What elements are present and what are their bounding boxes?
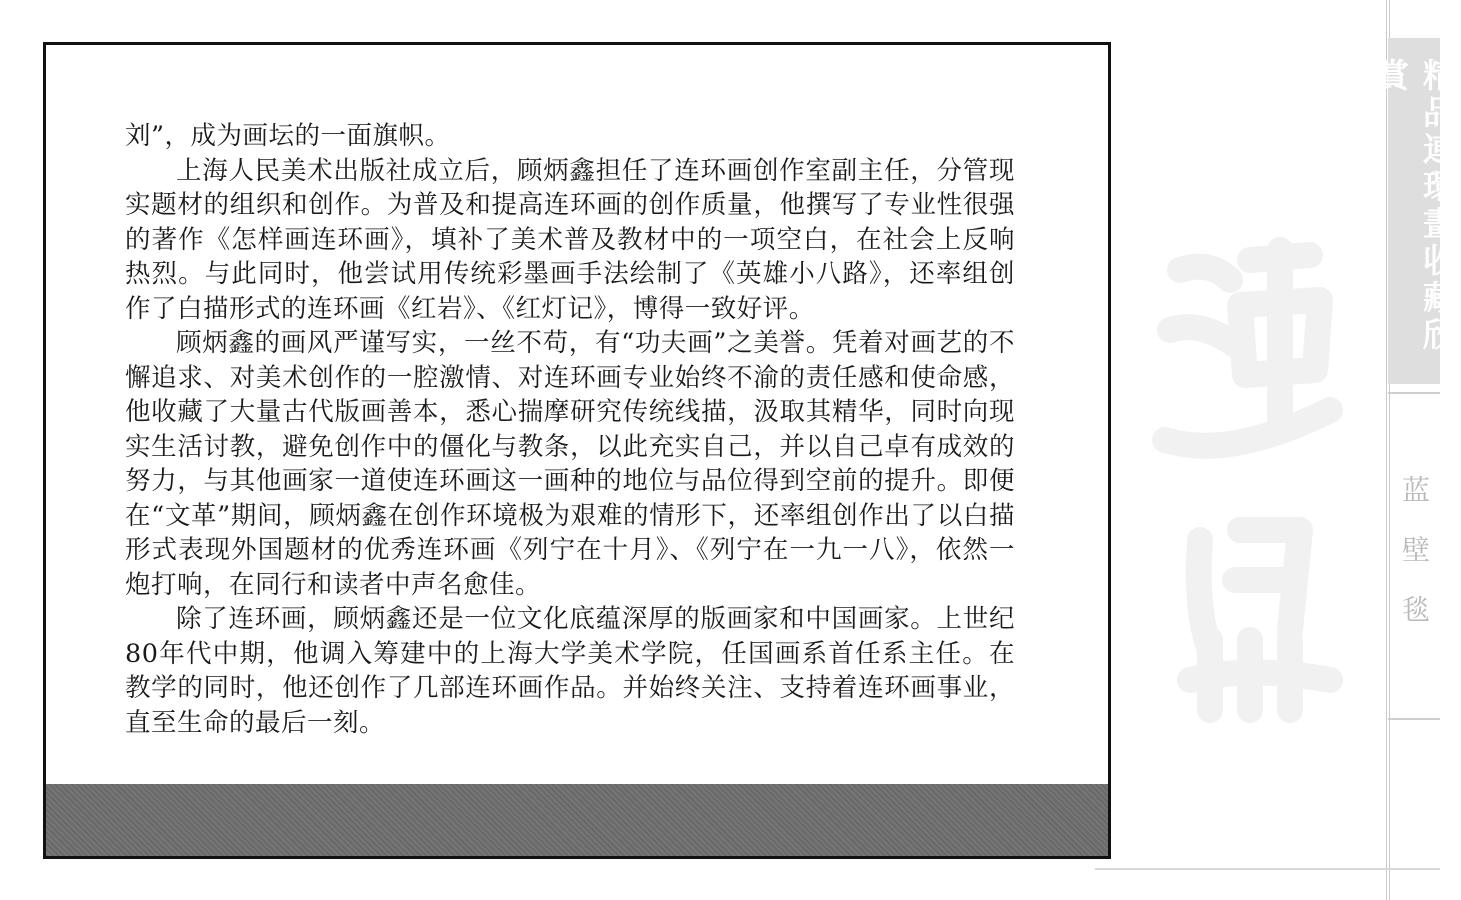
author-block [1388,475,1440,655]
calligraphy-watermark [1140,210,1350,770]
paragraph: 顾炳鑫的画风严谨写实，一丝不苟，有“功夫画”之美誉。凭着对画艺的不懈追求、对美术创作的一腔激情、对连环画专业始终不渝的责任感和使命感，他收藏了大量古代版画善本，悉心揣摩研究传统线描，汲取其精华，同时向现实生活讨教，避免创作中的僵化与教条，以此充实自己，并以自己卓有成效的努力，与其他画家一道使连环画这一画种的地位与品位得到空前的提升。即便在“文革”期间，顾炳鑫在创作环境极为艰难的情形下，还率组创作出了以白描形式表现外国题材的优秀连环画《列宁在十月》、《列宁在一九一八》，依然一炮打响，在同行和读者中声名愈佳。 [125,328,1015,600]
paragraph: 除了连环画，顾炳鑫还是一位文化底蕴深厚的版画家和中国画家。上世纪80年代中期，他调入筹建中的上海大学美术学院，任国画系首任系主任。在教学的同时，他还创作了几部连环画作品。并始终关注、支持着连环画事业，直至生命的最后一刻。 [125,604,1015,738]
author-name: 蓝壁毯 [1398,475,1431,655]
paragraph-continuation: 刘”，成为画坛的一面旗帜。 [125,121,451,151]
paragraph: 上海人民美术出版社成立后，顾炳鑫担任了连环画创作室副主任，分管现实题材的组织和创作。为普及和提高连环画的创作质量，他撰写了专业性很强的著作《怎样画连环画》，填补了美术普及教材中的一项空白，在社会上反响热烈。与此同时，他尝试用传统彩墨画手法绘制了《英雄小八路》，还率组创作了白描形式的连环画《红岩》、《红灯记》，博得一致好评。 [125,155,1015,324]
sidebar-divider [1388,392,1440,394]
bottom-rule [1095,868,1440,870]
sidebar-divider [1388,718,1440,720]
series-title: 精品連環畫收藏欣賞 [1371,58,1457,354]
page-frame [43,42,1111,859]
article-body [125,119,1015,740]
series-title-box [1371,38,1457,384]
illustration-band [46,784,1108,856]
